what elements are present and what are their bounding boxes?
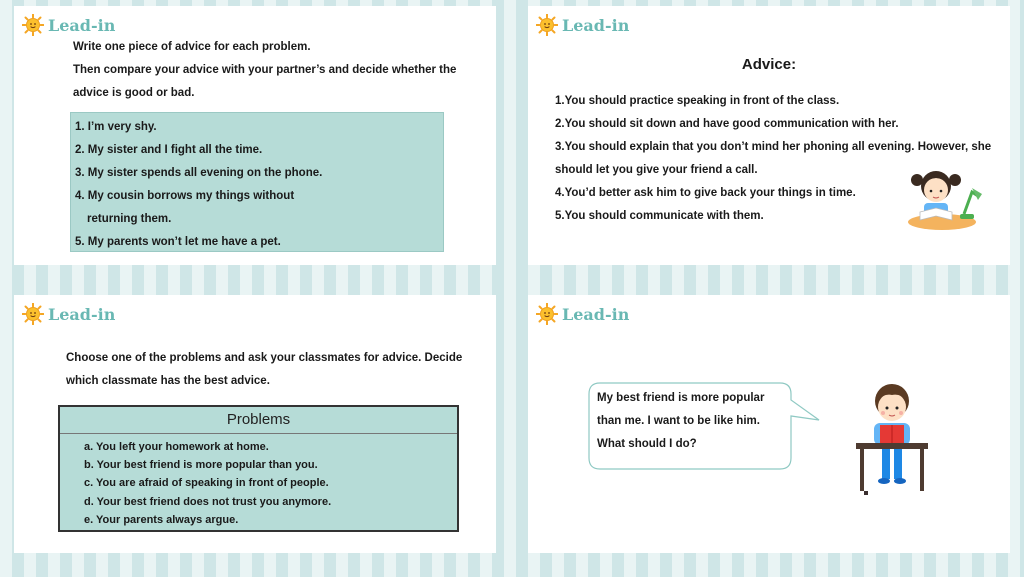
slide-header <box>536 14 629 36</box>
problem-item: returning them. <box>87 213 172 225</box>
advice-item: 2.You should sit down and have good communication with her. <box>555 118 899 130</box>
bubble-line: What should I do? <box>597 438 697 450</box>
slide-1 <box>14 6 496 265</box>
header-title: Lead-in <box>562 15 630 35</box>
instruction-line: Then compare your advice with your partner’s and decide whether the <box>73 64 457 76</box>
advice-item: should let you give your friend a call. <box>555 164 758 176</box>
instruction-line: Choose one of the problems and ask your classmates for advice. Decide <box>66 352 463 364</box>
slide-header <box>22 303 115 325</box>
instructions <box>73 36 456 105</box>
sun-icon <box>536 303 558 325</box>
slide-4 <box>528 295 1010 553</box>
instruction-line: which classmate has the best advice. <box>66 375 270 387</box>
advice-item: 5.You should communicate with them. <box>555 210 764 222</box>
bubble-text <box>597 382 764 456</box>
slide-header <box>536 303 629 325</box>
header-title: Lead-in <box>48 15 116 35</box>
speech-bubble <box>588 382 822 470</box>
sun-icon <box>22 14 44 36</box>
instruction-line: Write one piece of advice for each problem. <box>73 41 311 53</box>
instruction-line: advice is good or bad. <box>73 87 195 99</box>
sun-icon <box>22 303 44 325</box>
slide-header <box>22 14 115 36</box>
problem-item: c. You are afraid of speaking in front of people. <box>84 477 329 490</box>
header-title: Lead-in <box>562 304 630 324</box>
bubble-line: than me. I want to be like him. <box>597 415 760 427</box>
problem-item: 2. My sister and I fight all the time. <box>75 144 263 156</box>
instructions <box>66 347 462 393</box>
slide-3 <box>14 295 496 553</box>
bubble-line: My best friend is more popular <box>597 392 765 404</box>
problem-item: d. Your best friend does not trust you anymore. <box>84 495 332 508</box>
advice-item: 1.You should practice speaking in front of the class. <box>555 95 840 107</box>
boy-reading-illustration <box>852 379 932 495</box>
problems-table <box>58 405 459 532</box>
advice-item: 4.You’d better ask him to give back your things in time. <box>555 187 856 199</box>
girl-reading-illustration <box>906 166 984 232</box>
advice-title: Advice: <box>741 56 797 73</box>
problems-box <box>70 112 444 252</box>
problem-item: e. Your parents always argue. <box>84 513 239 526</box>
problems-title: Problems <box>60 407 457 434</box>
sun-icon <box>536 14 558 36</box>
problem-item: 1. I’m very shy. <box>75 121 157 133</box>
advice-item: 3.You should explain that you don’t mind her phoning all evening. However, she <box>555 141 992 153</box>
problem-item: b. Your best friend is more popular than you. <box>84 459 318 472</box>
slide-2 <box>528 6 1010 265</box>
problem-item: 4. My cousin borrows my things without <box>75 190 295 202</box>
problem-item: a. You left your homework at home. <box>84 441 269 453</box>
header-title: Lead-in <box>48 304 116 324</box>
problem-item: 5. My parents won’t let me have a pet. <box>75 236 281 248</box>
problem-item: 3. My sister spends all evening on the phone. <box>75 167 323 179</box>
problems-list <box>60 434 457 529</box>
